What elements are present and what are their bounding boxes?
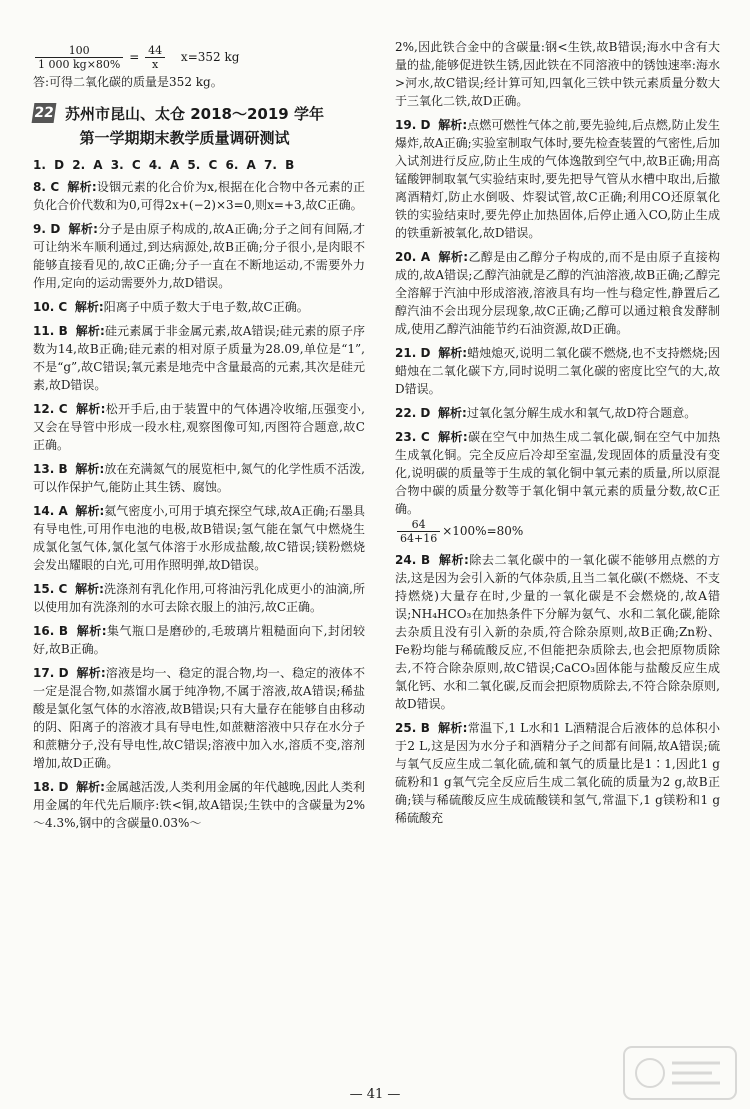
question-number: 9. D — [33, 221, 61, 236]
formula-result: x=352 kg — [180, 50, 240, 65]
answer-statement: 答:可得二氧化碳的质量是352 kg。 — [33, 75, 223, 90]
analysis-label: 解析: — [438, 430, 468, 444]
section-title — [65, 103, 324, 150]
analysis-text: 常温下,1 L水和1 L酒精混合后液体的总体积小于2 L,这是因为水分子和酒精分子之间都有间隔,故A错误;硫与氧气反应生成二氧化硫,硫和氧气的质量比是1∶1,因此1 g硫粉和1 g氧气完全反应后生成二氧化硫的质量为2 g,故B正确;镁与稀硫酸反应生成硫酸镁和氢气,常温下,1 g镁粉和1 g稀硫酸充 — [395, 721, 720, 826]
analysis-text: 2%,因此铁合金中的含碳量:钢<生铁,故B错误;海水中含有大量的盐,能够促进铁生锈,因此铁在不同溶液中的锈蚀速率:海水>河水,故C错误;经计算可知,四氧化三铁中铁元素质量分数大于三氧化二铁,故D正确。 — [395, 40, 720, 108]
answer-item — [395, 551, 720, 713]
fraction-right — [145, 44, 165, 71]
answer-item — [395, 428, 720, 545]
question-number: 25. B — [395, 721, 430, 736]
answer-item — [33, 220, 365, 292]
question-number: 11. B — [33, 323, 68, 338]
answer-item — [33, 502, 365, 574]
analysis-label: 解析: — [438, 553, 469, 568]
analysis-label: 解析: — [438, 346, 468, 360]
analysis-label: 解析: — [76, 623, 107, 638]
analysis-label: 解析: — [438, 118, 468, 132]
answer-item — [33, 322, 365, 394]
answer-item — [395, 719, 720, 827]
left-column — [33, 40, 365, 838]
answer-item — [395, 248, 720, 338]
answer-item — [33, 178, 365, 214]
analysis-text: 过氧化氢分解生成水和氧气,故D符合题意。 — [466, 406, 697, 420]
question-number: 21. D — [395, 346, 431, 360]
analysis-label: 解析: — [67, 179, 97, 194]
fraction-numerator: 44 — [145, 44, 165, 58]
analysis-text: 阳离子中质子数大于电子数,故C正确。 — [103, 299, 309, 314]
analysis-label: 解析: — [75, 581, 104, 596]
analysis-text: 分子是由原子构成的,故A正确;分子之间有间隔,才可让纳米车顺利通过,到达病源处,故B正确;分子很小,是肉眼不能够直接看见的,故C正确;分子一直在不断地运动,不需要外力作用,定向的运动需要外力,故D错误。 — [33, 221, 365, 290]
analysis-text: 点燃可燃性气体之前,要先验纯,后点燃,防止发生爆炸,故A正确;实验室制取气体时,要先检查装置的气密性,后加入试剂进行反应,防止生成的气体逸散到空气中,故B正确;用高锰酸钾制取氧气实验结束时,要先把导气管从水槽中取出,后撤离酒精灯,防止水倒吸、炸裂试管,故C正确;利用CO还原氧化铁的实验结束时,要先停止加热固体,后停止通入CO,防止生成的铁重新被氧化,故D错误。 — [395, 118, 720, 240]
question-number: 24. B — [395, 553, 431, 568]
question-number: 13. B — [33, 461, 68, 476]
question-number: 10. C — [33, 299, 68, 314]
answer-item — [33, 580, 365, 616]
question-number: 22. D — [395, 406, 431, 420]
analysis-text: 设铟元素的化合价为x,根据在化合物中各元素的正负化合价代数和为0,可得2x+(−2)×3=0,则x=+3,故C正确。 — [33, 179, 365, 212]
analysis-label: 解析: — [76, 665, 106, 680]
section-title-line-2: 第一学期期末教学质量调研测试 — [79, 128, 290, 147]
fraction-left — [35, 44, 123, 71]
fraction-numerator: 64 — [397, 518, 440, 532]
answer-item — [395, 116, 720, 242]
question-number: 23. C — [395, 430, 430, 444]
answer-item — [33, 664, 365, 772]
fraction-23 — [397, 518, 440, 545]
analysis-text: 集气瓶口是磨砂的,毛玻璃片粗糙面向下,封闭较好,故B正确。 — [33, 623, 365, 656]
analysis-label: 解析: — [75, 323, 105, 338]
analysis-text: 溶液是均一、稳定的混合物,均一、稳定的液体不一定是混合物,如蒸馏水属于纯净物,不属于溶液,故A错误;稀盐酸是氯化氢气体的水溶液,故B错误;只有大量存在能够自由移动的阴、阳离子的溶液才具有导电性,如蔗糖溶液中只存在水分子和蔗糖分子,没有导电性,故C错误;溶液中加入水,溶质不变,溶剂增加,故D正确。 — [33, 665, 365, 770]
choice-answers: 1. D 2. A 3. C 4. A 5. C 6. A 7. B — [33, 157, 295, 172]
answer-item — [33, 622, 365, 658]
analysis-text: 硅元素属于非金属元素,故A错误;硅元素的原子序数为14,故B正确;硅元素的相对原子质量为28.09,单位是“1”,不是“g”,故C错误;氧元素是地壳中含量最高的元素,其次是硅元素,故D错误。 — [33, 323, 365, 392]
answer-item — [33, 778, 365, 832]
section-header — [33, 103, 365, 150]
question-number: 19. D — [395, 118, 431, 132]
formula — [33, 44, 365, 71]
analysis-text: 蜡烛熄灭,说明二氧化碳不燃烧,也不支持燃烧;因蜡烛在二氧化碳下方,同时说明二氧化碳的密度比空气的大,故D错误。 — [395, 346, 720, 396]
analysis-label: 解析: — [438, 406, 467, 420]
analysis-label: 解析: — [75, 503, 105, 518]
question-number: 8. C — [33, 179, 60, 194]
answer-item — [33, 460, 365, 496]
analysis-label: 解析: — [438, 721, 468, 736]
section-number-badge: 22 — [33, 105, 55, 122]
analysis-label: 解析: — [438, 250, 469, 264]
analysis-text: 松开手后,由于装置中的气体遇冷收缩,压强变小,又会在导管中形成一段水柱,观察图像可知,丙图符合题意,故C正确。 — [33, 401, 365, 452]
analysis-text: 乙醇是由乙醇分子构成的,而不是由原子直接构成的,故A错误;乙醇汽油就是乙醇的汽油溶液,故B正确;乙醇完全溶解于汽油中形成溶液,溶液具有均一性与稳定性,静置后乙醇汽油不会出现分层现象,故C正确;乙醇可以通过粮食发酵制成,使用乙醇汽油能节约石油资源,故D正确。 — [395, 250, 720, 336]
page-number: — 41 — — [349, 1087, 401, 1102]
watermark-logo — [620, 1043, 740, 1103]
answer-items-left — [33, 178, 365, 832]
analysis-label: 解析: — [76, 779, 105, 794]
right-column — [395, 38, 720, 833]
fraction-denominator: 64+16 — [400, 532, 438, 546]
analysis-text: 洗涤剂有乳化作用,可将油污乳化成更小的油滴,所以使用加有洗涤剂的水可去除衣服上的油污,故C正确。 — [33, 581, 365, 614]
answer-item — [395, 404, 720, 422]
answer-item-continued — [395, 38, 720, 110]
equals-sign: = — [129, 50, 140, 65]
analysis-label: 解析: — [75, 401, 106, 416]
question-number: 16. B — [33, 623, 69, 638]
analysis-text: 金属越活泼,人类利用金属的年代越晚,因此人类利用金属的年代先后顺序:铁<铜,故A错误;生铁中的含碳量为2%～4.3%,钢中的含碳量0.03%～ — [33, 779, 365, 830]
question-number: 14. A — [33, 503, 68, 518]
fraction-denominator: x — [151, 58, 159, 72]
analysis-label: 解析: — [68, 221, 98, 236]
answer-item — [33, 298, 365, 316]
analysis-label: 解析: — [74, 299, 104, 314]
analysis-text: 放在充满氮气的展览柜中,氮气的化学性质不活泼,可以作保护气,能防止其生锈、腐蚀。 — [33, 461, 365, 494]
analysis-text: 除去二氧化碳中的一氧化碳不能够用点燃的方法,这是因为会引入新的气体杂质,且当二氧化碳(不燃烧、不支持燃烧)大量存在时,少量的一氧化碳是不会燃烧的,故A错误;NH₄HCO₃在加热条件下分解为氨气、水和二氧化碳,能除去杂质且没有引入新的杂质,符合除杂原则,故B正确;Zn粉、Fe粉均能与稀硫酸反应,不但能把杂质除去,也会把原物质除去,不符合除杂原则,故C错误;CaCO₃固体能与盐酸反应生成氯化钙、水和二氧化碳,反而会把原物质除去,不符合除杂原则,故D错误。 — [395, 553, 720, 712]
answer-item — [33, 400, 365, 454]
analysis-text: 氦气密度小,可用于填充探空气球,故A正确;石墨具有导电性,可用作电池的电极,故B错误;氢气能在氯气中燃烧生成氯化氢气体,氯化氢气体溶于水形成盐酸,故C错误;镁粉燃烧会发出耀眼的白光,可用作照明弹,故D错误。 — [33, 503, 365, 572]
fraction-numerator: 100 — [35, 44, 123, 58]
fraction-denominator: 1 000 kg×80% — [38, 58, 121, 72]
question-number: 15. C — [33, 581, 68, 596]
analysis-text: 碳在空气中加热生成二氧化碳,铜在空气中加热生成氧化铜。完全反应后冷却至室温,发现固体的质量没有变化,说明碳的质量等于生成的氧化铜中氧元素的质量,所以原混合物中碳的质量分数等于氧化铜中氧元素的质量分数,故C正确。 — [395, 430, 720, 516]
question-number: 18. D — [33, 779, 69, 794]
question-number: 12. C — [33, 401, 68, 416]
analysis-label: 解析: — [75, 461, 105, 476]
question-number: 17. D — [33, 665, 69, 680]
question-number: 20. A — [395, 250, 431, 264]
fraction-tail: ×100%=80% — [442, 524, 524, 539]
answer-item — [395, 344, 720, 398]
section-title-line-1: 苏州市昆山、太仓 2018～2019 学年 — [65, 105, 324, 124]
